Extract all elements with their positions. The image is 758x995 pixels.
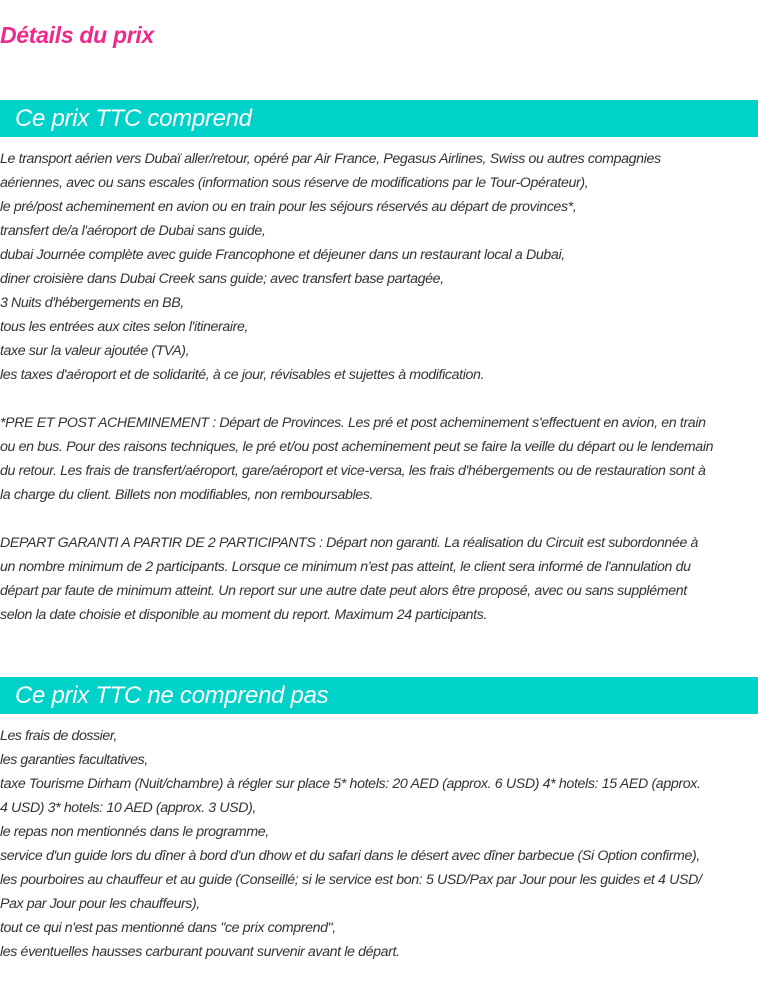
note-line: ou en bus. Pour des raisons techniques, le pré et/ou post acheminement peut se faire la veille du départ ou le lendemain — [0, 439, 714, 455]
excludes-line: les éventuelles hausses carburant pouvant survenir avant le départ. — [0, 944, 400, 960]
excludes-line: 4 USD) 3* hotels: 10 AED (approx. 3 USD), — [0, 800, 256, 816]
excludes-section-header — [0, 677, 758, 714]
includes-line: le pré/post acheminement en avion ou en train pour les séjours réservés au départ de provinces*, — [0, 199, 577, 215]
page-title: Détails du prix — [0, 22, 154, 48]
note-line: du retour. Les frais de transfert/aéroport, gare/aéroport et vice-versa, les frais d'hébergements ou de restauration sont à — [0, 463, 706, 479]
excludes-line: taxe Tourisme Dirham (Nuit/chambre) à régler sur place 5* hotels: 20 AED (approx. 6 USD) 4* hotels: 15 AED (approx. — [0, 776, 701, 792]
note-line: la charge du client. Billets non modifiables, non remboursables. — [0, 487, 374, 503]
excludes-line: les garanties facultatives, — [0, 752, 148, 768]
includes-line: tous les entrées aux cites selon l'itineraire, — [0, 319, 248, 335]
includes-line: transfert de/a l'aéroport de Dubai sans guide, — [0, 223, 266, 239]
excludes-line: service d'un guide lors du dîner à bord d'un dhow et du safari dans le désert avec dîner barbecue (Si Option confirme), — [0, 848, 700, 864]
excludes-line: Pax par Jour pour les chauffeurs), — [0, 896, 200, 912]
excludes-line: Les frais de dossier, — [0, 728, 117, 744]
excludes-line: tout ce qui n'est pas mentionné dans "ce prix comprend", — [0, 920, 336, 936]
includes-line: aériennes, avec ou sans escales (information sous réserve de modifications par le Tour-Opérateur), — [0, 175, 589, 191]
includes-heading: Ce prix TTC comprend — [15, 105, 252, 132]
departure-guarantee-note — [0, 531, 758, 627]
includes-line: Le transport aérien vers Dubaï aller/retour, opéré par Air France, Pegasus Airlines, Swiss ou autres compagnies — [0, 151, 661, 167]
includes-line: les taxes d'aéroport et de solidarité, à ce jour, révisables et sujettes à modification. — [0, 367, 485, 383]
note-line: un nombre minimum de 2 participants. Lorsque ce minimum n'est pas atteint, le client sera informé de l'annulation du — [0, 559, 691, 575]
includes-line: dubai Journée complète avec guide Francophone et déjeuner dans un restaurant local a Dubai, — [0, 247, 565, 263]
excludes-line: le repas non mentionnés dans le programme, — [0, 824, 269, 840]
includes-section-header — [0, 100, 758, 137]
note-line: selon la date choisie et disponible au moment du report. Maximum 24 participants. — [0, 607, 487, 623]
note-line: *PRE ET POST ACHEMINEMENT : Départ de Provinces. Les pré et post acheminement s'effectuent en avion, en train — [0, 415, 706, 431]
excludes-line: les pourboires au chauffeur et au guide (Conseillé; si le service est bon: 5 USD/Pax par Jour pour les guides et 4 USD/ — [0, 872, 702, 888]
includes-line: taxe sur la valeur ajoutée (TVA), — [0, 343, 190, 359]
includes-line: 3 Nuits d'hébergements en BB, — [0, 295, 184, 311]
excludes-heading: Ce prix TTC ne comprend pas — [15, 682, 329, 709]
acheminement-note — [0, 411, 758, 507]
excludes-list — [0, 724, 758, 964]
note-line: DEPART GARANTI A PARTIR DE 2 PARTICIPANTS : Départ non garanti. La réalisation du Circuit est subordonnée à — [0, 535, 699, 551]
includes-list — [0, 147, 758, 387]
note-line: départ par faute de minimum atteint. Un report sur une autre date peut alors être proposé, avec ou sans supplément — [0, 583, 687, 599]
includes-line: diner croisière dans Dubai Creek sans guide; avec transfert base partagée, — [0, 271, 444, 287]
